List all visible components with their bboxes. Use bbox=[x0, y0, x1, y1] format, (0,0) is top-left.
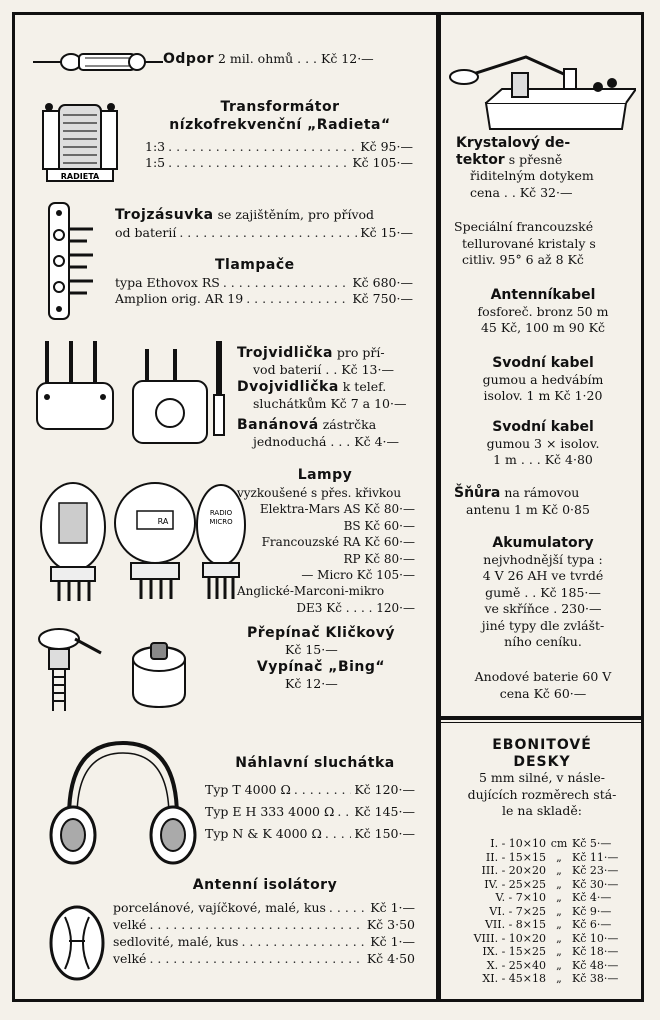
dvojvidlicka-line1 bbox=[237, 379, 386, 395]
odpor-line: Odpor 2 mil. ohmů . . . Kč 12·— bbox=[163, 51, 374, 67]
crystal-detector-icon bbox=[446, 29, 636, 137]
trojzasuvka-title: Trojzásuvka bbox=[115, 207, 214, 223]
isolatory-rows bbox=[113, 899, 415, 967]
snura-line2: antenu 1 m Kč 0·85 bbox=[466, 501, 590, 517]
lampy-title: Lampy bbox=[297, 467, 353, 483]
transformer-label: RADIETA bbox=[60, 172, 100, 181]
akumulatory-title: Akumulatory bbox=[492, 535, 594, 551]
tlampace-rows bbox=[115, 275, 413, 307]
lampy-line-5: RP Kč 80·— bbox=[343, 551, 415, 566]
isolatory-title: Antenní isolátory bbox=[192, 877, 338, 893]
transformator-row-2: 1:5 . . . Kč 105·— bbox=[145, 155, 413, 171]
ebonit-size-row: II. - 15×15 „ Kč 11·— bbox=[485, 850, 619, 864]
switch-icon bbox=[35, 621, 195, 717]
trojzasuvka-line1 bbox=[115, 207, 374, 223]
vacuum-tube-icon bbox=[33, 471, 247, 607]
ebonit-size-row: VII. - 8×15 „ Kč 6·— bbox=[484, 918, 612, 931]
svodni1-title: Svodní kabel bbox=[492, 355, 594, 371]
krystal-title2: tektor bbox=[456, 151, 505, 168]
specialni-block bbox=[454, 219, 638, 269]
trojvidlicka-title: Trojvidlička bbox=[237, 345, 333, 361]
svodni1-block: Svodní kabel gumou a hedvábím isolov. 1 m Kč 1·20 bbox=[448, 355, 638, 405]
krystal-line3: řiditelným dotykem bbox=[470, 168, 594, 183]
bananova-text: zástrčka bbox=[322, 417, 377, 432]
ebonit-size-row: VI. - 7×25 „ Kč 9·— bbox=[489, 904, 612, 918]
specialni-line1: Speciální francouzské bbox=[454, 219, 594, 234]
ebonit-size-row: III. - 20×20 „ Kč 23·— bbox=[481, 864, 619, 877]
lampy-line-8: DE3 Kč . . . . 120·— bbox=[296, 600, 415, 615]
ebonit-block: EBONITOVÉ DESKY 5 mm silné, v násle- dujících rozměrech stá- le na skladě: bbox=[446, 737, 638, 820]
lampy-line-6: — Micro Kč 105·— bbox=[301, 568, 415, 583]
insulator-icon bbox=[45, 901, 109, 985]
tlampace-row-1: typa Ethovox RS . . . Kč 680·— bbox=[115, 275, 413, 291]
vypinac-price: Kč 12·— bbox=[285, 676, 338, 691]
specialni-line3: citliv. 95° 6 až 8 Kč bbox=[462, 252, 584, 267]
dvojvidlicka-title: Dvojvidlička bbox=[237, 379, 339, 395]
dvojvidlicka-line2: sluchátkům Kč 7 a 10·— bbox=[253, 396, 407, 411]
trojvidlicka-text: pro pří- bbox=[336, 345, 385, 360]
vypinac-title: Vypínač „Bing“ bbox=[256, 659, 386, 675]
lampy-line-7: Anglické-Marconi-mikro bbox=[237, 584, 385, 599]
tube-label-radio: RADIO bbox=[209, 509, 233, 517]
ebonit-size-list bbox=[462, 837, 622, 986]
trojzasuvka-text: se zajištěním, pro přívod bbox=[217, 207, 375, 222]
akumulatory-block: Akumulatory nejvhodnější typa : 4 V 26 AH ve tvrdé gumě . . Kč 185·— ve skříňce . 230·— jiné typy dle zvlášt- ního ceníku. bbox=[448, 535, 638, 651]
ebonit-size-row: IX. - 15×25 „ Kč 18·— bbox=[482, 945, 619, 958]
trojzasuvka-line2: od baterií . . . Kč 15·— bbox=[115, 225, 413, 241]
trojvidlicka-line2: vod baterií . . Kč 13·— bbox=[253, 362, 394, 377]
left-column bbox=[15, 15, 435, 999]
lampy-line-1: vyzkoušené s přes. křivkou bbox=[237, 486, 402, 500]
trojvidlicka-line1 bbox=[237, 345, 385, 361]
lampy-line-2: Elektra-Mars AS Kč 80·— bbox=[259, 502, 415, 517]
ebonit-title2: DESKY bbox=[513, 753, 571, 770]
ebonit-size-row: I. - 10×10 cm Kč 5·— bbox=[490, 837, 612, 850]
krystal-block: Krystalový de- tektor s přesně řiditelným dotykem cena . . Kč 32·— bbox=[456, 135, 636, 201]
odpor-title: Odpor bbox=[163, 51, 214, 67]
isolatory-row-2: velké . . . Kč 3·50 bbox=[113, 916, 415, 933]
bananova-line1 bbox=[237, 417, 376, 433]
prepinac-title: Přepínač Kličkový bbox=[246, 625, 396, 641]
lampy-line-3: BS Kč 60·— bbox=[343, 518, 415, 533]
krystal-title: Krystalový de- bbox=[456, 135, 571, 151]
sluchatka-row-3: Typ N & K 4000 Ω . . . Kč 150·— bbox=[205, 823, 415, 845]
prepinac-price: Kč 15·— bbox=[285, 642, 338, 657]
isolatory-row-4: velké . . . Kč 4·50 bbox=[113, 950, 415, 967]
snura-block: Šňůra na rámovou antenu 1 m Kč 0·85 bbox=[454, 485, 640, 518]
ebonit-size-row: V. - 7×10 „ Kč 4·— bbox=[495, 891, 612, 904]
dvojvidlicka-text: k telef. bbox=[342, 379, 387, 394]
tlampace-row-2: Amplion orig. AR 19 . . . Kč 750·— bbox=[115, 291, 413, 307]
ebonit-size-row: XI. - 45×18 „ Kč 38·— bbox=[482, 972, 619, 985]
anodove-block: Anodové baterie 60 V cena Kč 60·— bbox=[474, 669, 612, 701]
transformator-title: Transformátor bbox=[220, 99, 340, 115]
odpor-text: 2 mil. ohmů bbox=[217, 51, 294, 66]
sluchatka-title: Náhlavní sluchátka bbox=[235, 755, 395, 771]
transformator-row-1: 1:3 . . . Kč 95·— bbox=[145, 139, 413, 155]
tube-label-micro: MICRO bbox=[209, 518, 233, 526]
bananova-title: Banánová bbox=[237, 417, 319, 433]
snura-title: Šňůra bbox=[454, 485, 501, 501]
svodni2-title: Svodní kabel bbox=[492, 419, 594, 435]
odpor-price: Kč 12·— bbox=[320, 51, 374, 66]
transformator-subtitle: nízkofrekvenční „Radieta“ bbox=[169, 117, 391, 133]
lampy-line-4: Francouzské RA Kč 60·— bbox=[261, 535, 415, 550]
transformer-icon bbox=[37, 97, 123, 185]
krystal-line4: cena . . Kč 32·— bbox=[470, 184, 573, 200]
lampy-list bbox=[237, 485, 415, 616]
ebonit-title1: EBONITOVÉ bbox=[492, 737, 592, 753]
tlampace-title: Tlampače bbox=[215, 257, 295, 273]
isolatory-row-1: porcelánové, vajíčkové, malé, kus . . . Kč 1·— bbox=[113, 899, 415, 916]
specialni-line2: tellurované kristaly s bbox=[462, 235, 596, 251]
right-column bbox=[442, 15, 641, 999]
ebonit-size-row: VIII. - 10×20 „ Kč 10·— bbox=[473, 931, 619, 945]
antenni-title: Antenníkabel bbox=[490, 287, 596, 303]
transformator-rows bbox=[145, 139, 413, 171]
isolatory-row-3: sedlovité, malé, kus . . . Kč 1·— bbox=[113, 933, 415, 950]
svodni2-block: Svodní kabel gumou 3 × isolov. 1 m . . . Kč 4·80 bbox=[448, 419, 638, 469]
bananova-line2: jednoduchá . . . Kč 4·— bbox=[253, 434, 399, 449]
tube-label-ra: RA bbox=[157, 517, 169, 526]
antenni-block: Antenníkabel fosforeč. bronz 50 m 45 Kč, 100 m 90 Kč bbox=[448, 287, 638, 337]
column-divider bbox=[436, 15, 441, 999]
sluchatka-row-1: Typ T 4000 Ω . . . Kč 120·— bbox=[205, 779, 415, 801]
ebonit-size-row: X. - 25×40 „ Kč 48·— bbox=[486, 958, 619, 972]
headphones-icon bbox=[45, 731, 201, 881]
ebonit-size-row: IV. - 25×25 „ Kč 30·— bbox=[484, 877, 619, 891]
sluchatka-row-2: Typ E H 333 4000 Ω . . . Kč 145·— bbox=[205, 801, 415, 823]
resistor-icon bbox=[33, 45, 163, 79]
sluchatka-rows bbox=[205, 779, 415, 845]
plug-icon bbox=[33, 335, 241, 455]
socket-strip-icon bbox=[43, 199, 103, 323]
